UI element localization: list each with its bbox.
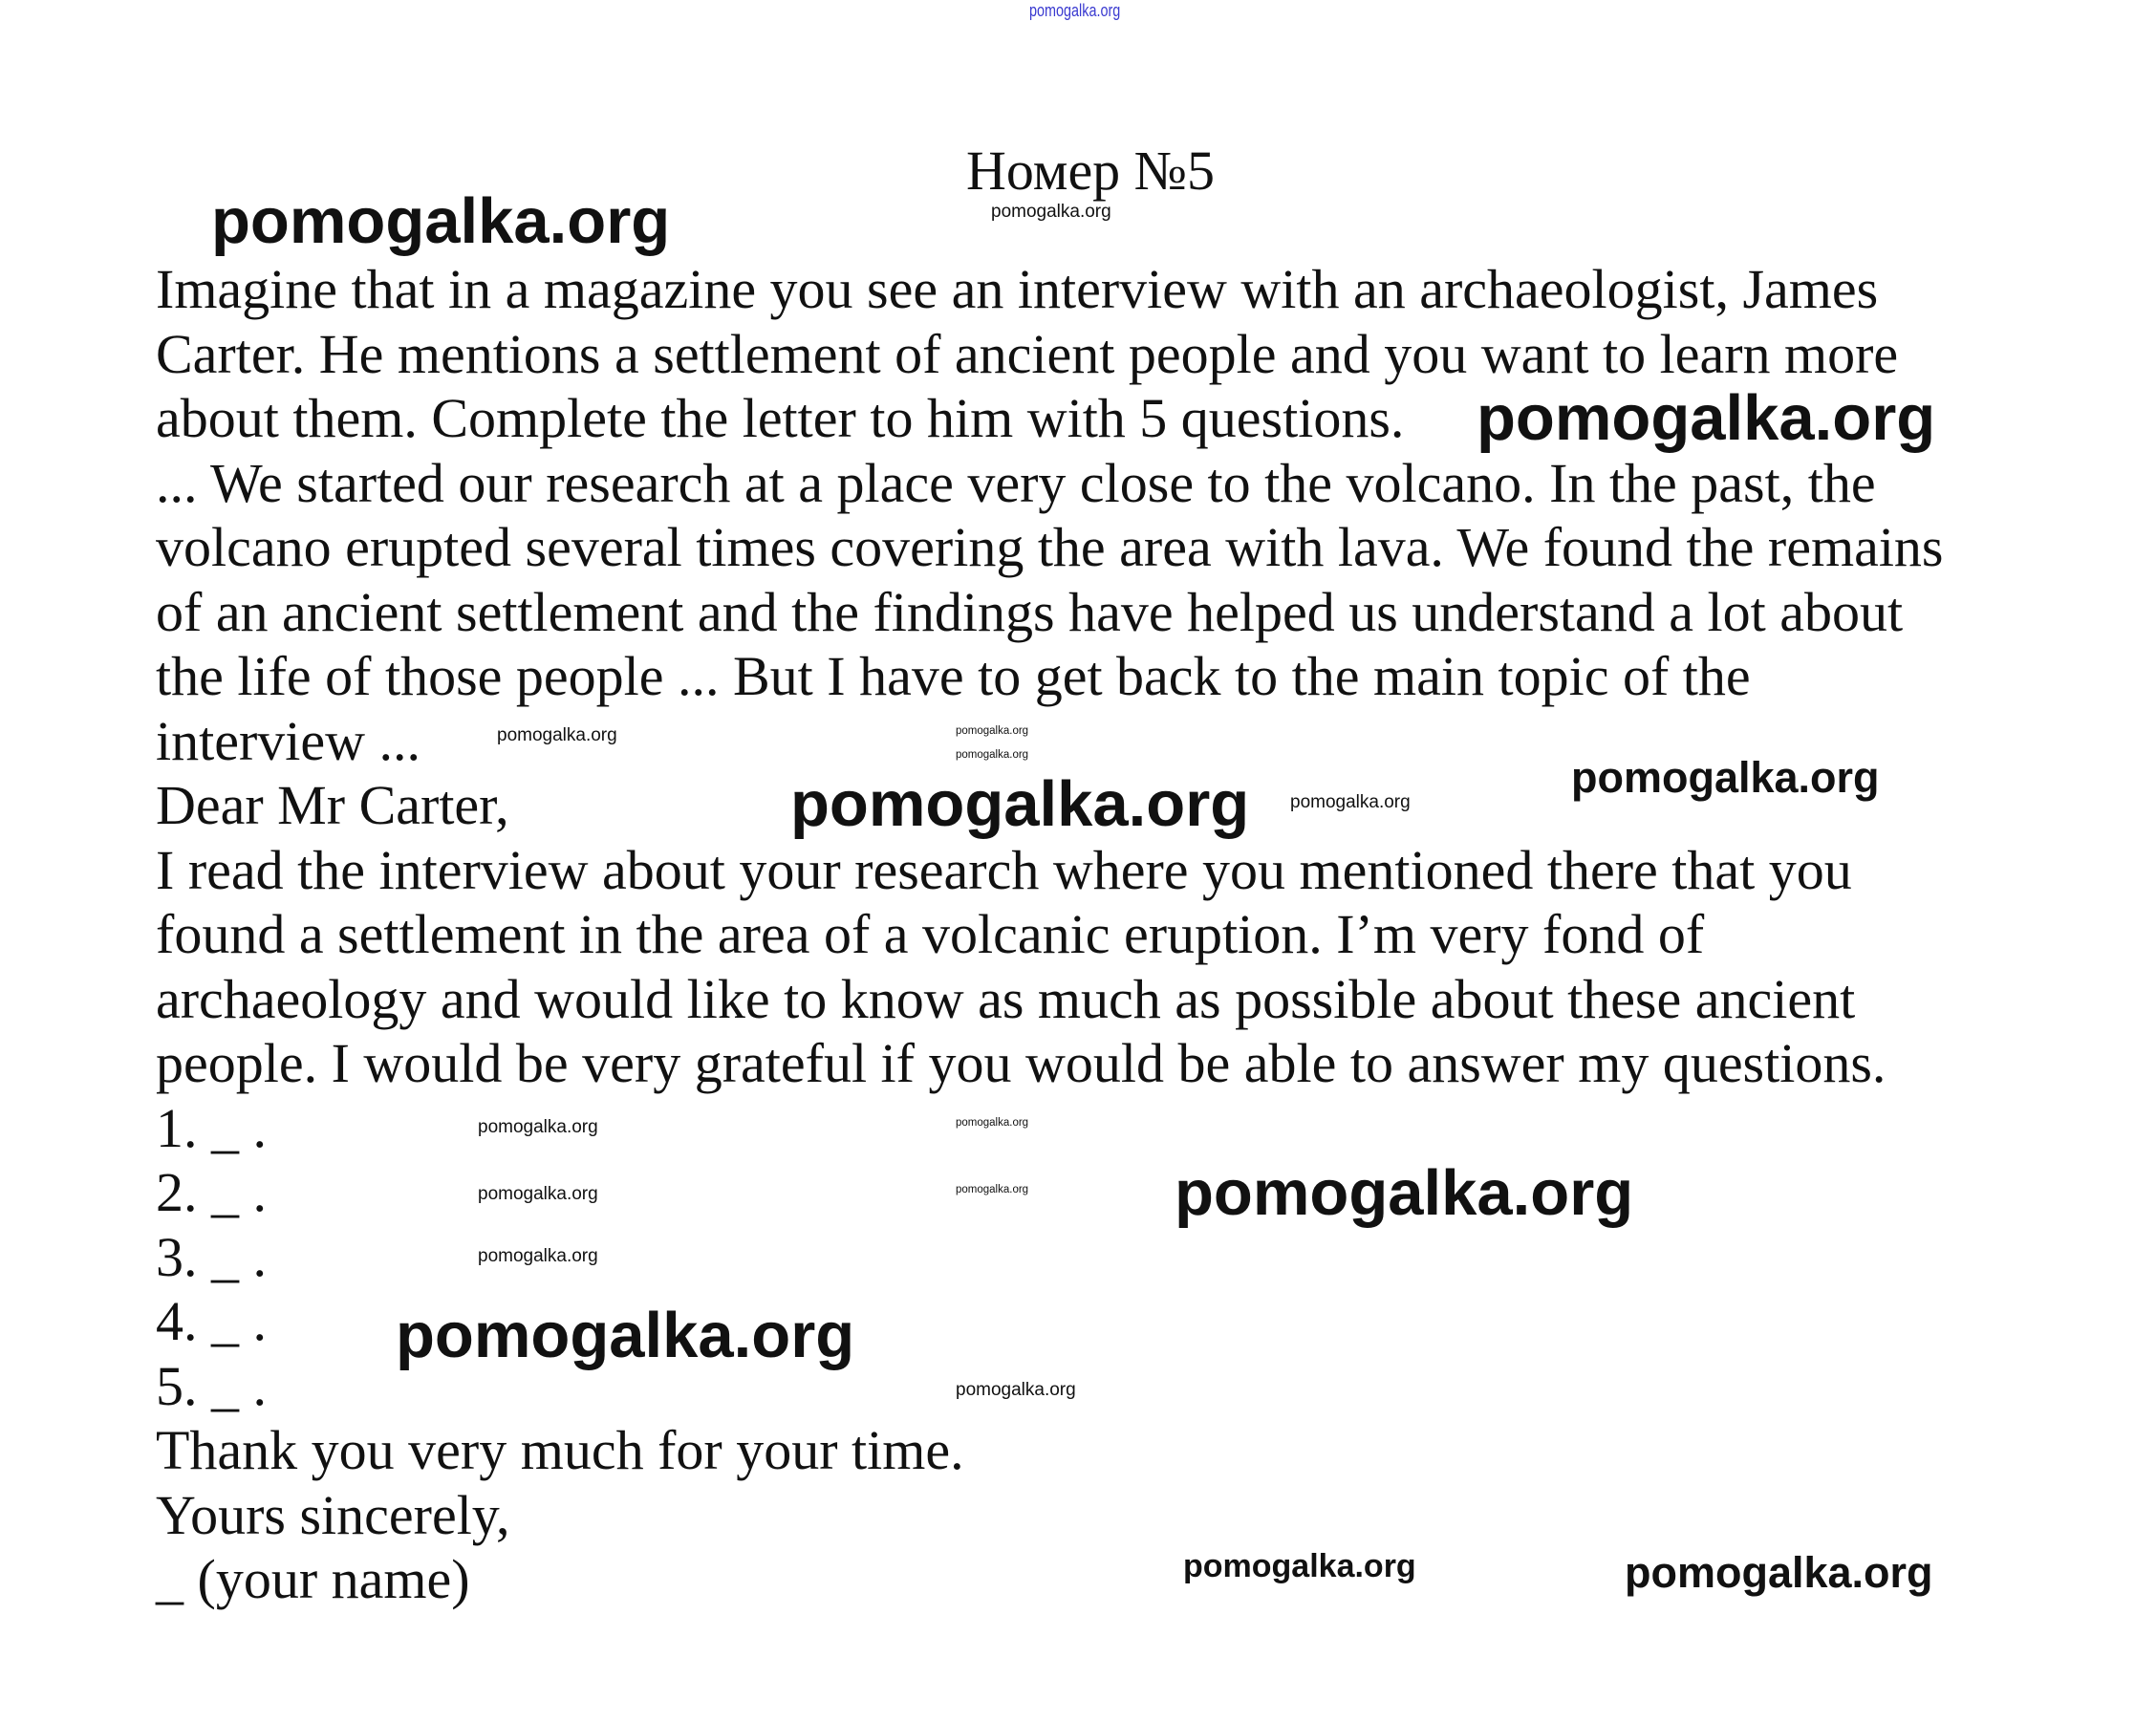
text-line: of an ancient settlement and the findings have helped us understand a lot about <box>156 580 1904 643</box>
text-line: interview ... <box>156 709 421 772</box>
watermark: pomogalka.org <box>956 1117 1029 1129</box>
watermark: pomogalka.org <box>1477 382 1936 454</box>
watermark: pomogalka.org <box>478 1246 598 1266</box>
watermark: pomogalka.org <box>956 1380 1076 1400</box>
question-blank: 5. _ . <box>156 1354 267 1417</box>
watermark: pomogalka.org <box>790 768 1250 840</box>
text-line: archaeology and would like to know as much as possible about these ancient <box>156 967 1856 1030</box>
watermark: pomogalka.org <box>497 725 617 745</box>
text-line: I read the interview about your research where you mentioned there that you <box>156 838 1852 901</box>
letter-closing: Yours sincerely, <box>156 1483 510 1546</box>
text-line: volcano erupted several times covering the area with lava. We found the remains <box>156 516 1944 578</box>
text-line: ... We started our research at a place very close to the volcano. In the past, the <box>156 451 1876 514</box>
watermark: pomogalka.org <box>1290 792 1411 812</box>
watermark: pomogalka.org <box>1571 753 1880 802</box>
letter-greeting: Dear Mr Carter, <box>156 774 509 836</box>
watermark: pomogalka.org <box>991 202 1111 222</box>
watermark: pomogalka.org <box>956 725 1029 737</box>
text-line: the life of those people ... But I have to get back to the main topic of the <box>156 645 1751 707</box>
watermark: pomogalka.org <box>956 749 1029 761</box>
watermark: pomogalka.org <box>478 1117 598 1137</box>
text-line: found a settlement in the area of a volcanic eruption. I’m very fond of <box>156 903 1705 965</box>
page-title: Номер №5 <box>965 140 1216 202</box>
question-blank: 3. _ . <box>156 1225 267 1288</box>
watermark: pomogalka.org <box>1175 1157 1634 1229</box>
text-line: Imagine that in a magazine you see an interview with an archaeologist, James <box>156 258 1879 320</box>
watermark: pomogalka.org <box>396 1300 855 1371</box>
text-line: people. I would be very grateful if you would be able to answer my questions. <box>156 1032 1886 1094</box>
watermark: pomogalka.org <box>1183 1548 1416 1584</box>
watermark: pomogalka.org <box>211 185 671 257</box>
question-blank: 1. _ . <box>156 1096 267 1159</box>
signature-blank: _ (your name) <box>156 1548 470 1610</box>
header-watermark-link[interactable]: pomogalka.org <box>1029 1 1121 20</box>
watermark: pomogalka.org <box>1625 1548 1933 1597</box>
document-body <box>156 257 1944 1612</box>
watermark: pomogalka.org <box>956 1184 1029 1195</box>
question-blank: 2. _ . <box>156 1161 267 1223</box>
watermark: pomogalka.org <box>478 1184 598 1204</box>
text-line: Carter. He mentions a settlement of ancient people and you want to learn more <box>156 322 1899 385</box>
text-line: about them. Complete the letter to him with 5 questions. <box>156 387 1405 449</box>
question-blank: 4. _ . <box>156 1290 267 1352</box>
letter-closing: Thank you very much for your time. <box>156 1419 964 1481</box>
